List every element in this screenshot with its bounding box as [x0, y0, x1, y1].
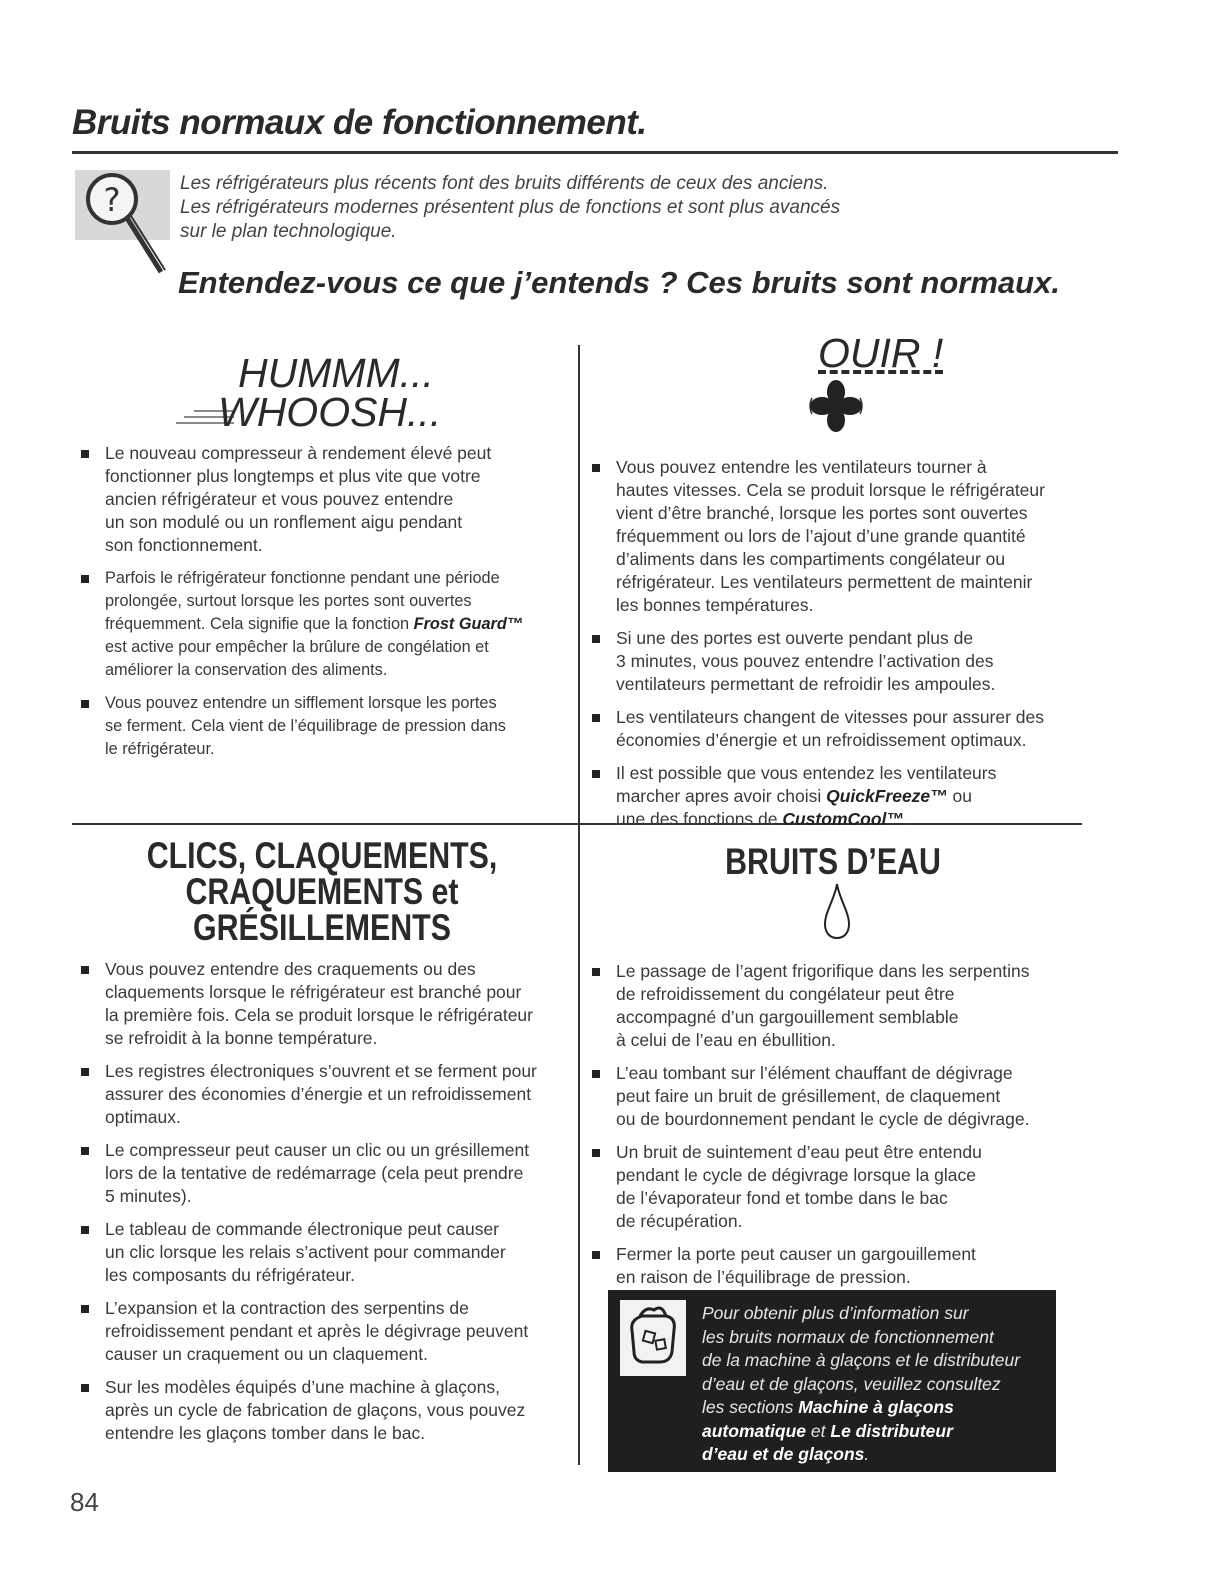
water-drop-icon	[822, 882, 852, 940]
text-line: 5 minutes).	[105, 1186, 192, 1206]
text-line: de récupération.	[616, 1211, 743, 1231]
text-line: refroidissement pendant et après le dégivrage peuvent	[105, 1321, 529, 1341]
distributeur-link-text: Le distributeur	[830, 1420, 953, 1441]
ouir-title: OUIR !	[818, 330, 944, 376]
text-line: 3 minutes, vous pouvez entendre l’activation des	[616, 651, 994, 671]
list-item	[586, 706, 1086, 752]
text-fragment: .	[903, 809, 909, 829]
text-line: se refroidit à la bonne température.	[105, 1028, 378, 1048]
svg-text:?: ?	[103, 181, 121, 219]
text-line: d’eau et de glaçons, veuillez consultez	[702, 1373, 1001, 1394]
text-line: après un cycle de fabrication de glaçons, vous pouvez	[105, 1400, 526, 1420]
text-line: Pour obtenir plus d’information sur	[702, 1303, 969, 1323]
title-line: GRÉSILLEMENTS	[193, 907, 451, 948]
column-divider	[578, 345, 580, 1465]
customcool-brand: CustomCool™	[782, 809, 904, 829]
text-line: vient d’être branché, lorsque les portes sont ouvertes	[616, 503, 1028, 523]
ice-bag-icon	[616, 1296, 690, 1380]
text-line: son fonctionnement.	[105, 535, 263, 555]
text-line: fonctionner plus longtemps et plus vite que votre	[105, 466, 481, 486]
hummm-title: HUMMM...	[238, 350, 434, 396]
text-line: accompagné d’un gargouillement semblable	[616, 1007, 959, 1027]
text-line: réfrigérateur. Les ventilateurs permettent de maintenir	[616, 572, 1033, 592]
text-line: améliorer la conservation des aliments.	[105, 661, 388, 679]
list-item	[75, 1376, 575, 1445]
text-fragment: les sections	[702, 1397, 799, 1417]
automatique-text: automatique	[702, 1420, 807, 1441]
text-line	[616, 785, 1086, 808]
subheading: Entendez-vous ce que j’entends ? Ces bruits sont normaux.	[178, 265, 1060, 300]
text-line: Le tableau de commande électronique peut causer	[105, 1219, 500, 1239]
text-line: causer un craquement ou un claquement.	[105, 1344, 428, 1364]
text-line: de la machine à glaçons et le distributeur	[702, 1350, 1021, 1370]
text-line: ventilateurs permettant de refroidir les ampoules.	[616, 674, 996, 694]
list-item	[586, 960, 1086, 1052]
title-line: CLICS, CLAQUEMENTS,	[146, 835, 498, 876]
intro-line: sur le plan technologique.	[180, 221, 397, 242]
text-line: assurer des économies d’énergie et un refroidissement	[105, 1084, 532, 1104]
text-fragment: et	[806, 1420, 831, 1441]
text-line: Sur les modèles équipés d’une machine à glaçons,	[105, 1377, 500, 1397]
list-item	[75, 958, 575, 1050]
frost-guard-brand: Frost Guard™	[413, 615, 524, 633]
text-line	[702, 1420, 1052, 1444]
text-fragment: ou	[947, 786, 972, 806]
text-line: un clic lorsque les relais s’activent pour commander	[105, 1242, 506, 1262]
text-line: Un bruit de suintement d’eau peut être entendu	[616, 1142, 982, 1162]
text-line: économies d’énergie et un refroidissement optimaux.	[616, 730, 1027, 750]
page-title: Bruits normaux de fonctionnement.	[72, 103, 647, 142]
text-fragment: fréquemment. Cela signifie que la fonction	[105, 615, 414, 633]
page-number: 84	[70, 1487, 99, 1517]
text-line: Fermer la porte peut causer un gargouillement	[616, 1244, 976, 1264]
text-fragment: marcher apres avoir choisi	[616, 786, 827, 806]
text-line: Vous pouvez entendre les ventilateurs tourner à	[616, 457, 987, 477]
text-line: Il est possible que vous entendez les ventilateurs	[616, 763, 997, 783]
text-line: d’aliments dans les compartiments congélateur ou	[616, 549, 1006, 569]
text-line: optimaux.	[105, 1107, 181, 1127]
bruits-eau-title: BRUITS D’EAU	[725, 841, 941, 882]
text-line: fréquemment ou lors de l’ajout d’une grande quantité	[616, 526, 1026, 546]
list-item	[586, 1141, 1086, 1233]
text-line: les bruits normaux de fonctionnement	[702, 1326, 994, 1347]
text-line: les composants du réfrigérateur.	[105, 1265, 355, 1285]
text-fragment: une des fonctions de	[616, 809, 783, 829]
fan-icon	[806, 376, 866, 436]
text-line: se ferment. Cela vient de l’équilibrage de pression dans	[105, 717, 506, 735]
machine-glacons-link-text: Machine à glaçons	[798, 1397, 954, 1417]
list-item	[75, 1297, 575, 1366]
list-item	[586, 1243, 1086, 1289]
ouir-list	[586, 456, 1086, 841]
intro-text	[180, 172, 940, 244]
question-magnifier-icon	[75, 168, 170, 280]
text-line: de l’évaporateur fond et tombe dans le bac	[616, 1188, 948, 1208]
title-line: CRAQUEMENTS et	[185, 871, 459, 912]
list-item	[586, 1062, 1086, 1131]
text-line	[616, 808, 1086, 831]
text-line: Le compresseur peut causer un clic ou un grésillement	[105, 1140, 530, 1160]
text-line: Vous pouvez entendre un sifflement lorsque les portes	[105, 694, 497, 712]
text-line	[105, 613, 570, 636]
text-line: Si une des portes est ouverte pendant plus de	[616, 628, 974, 648]
whoosh-title: WHOOSH...	[218, 389, 442, 435]
text-line: lors de la tentative de redémarrage (cela peut prendre	[105, 1163, 524, 1183]
eau-glacons-text: d’eau et de glaçons	[702, 1444, 865, 1464]
intro-line: Les réfrigérateurs plus récents font des bruits différents de ceux des anciens.	[180, 173, 829, 194]
text-line: claquements lorsque le réfrigérateur est branché pour	[105, 982, 522, 1002]
text-line: est active pour empêcher la brûlure de congélation et	[105, 638, 489, 656]
text-line: Le passage de l’agent frigorifique dans les serpentins	[616, 961, 1030, 981]
text-line: de refroidissement du congélateur peut être	[616, 984, 955, 1004]
list-item	[75, 567, 570, 682]
text-line: les bonnes températures.	[616, 595, 814, 615]
text-line: Le nouveau compresseur à rendement élevé peut	[105, 443, 492, 463]
text-line: L’expansion et la contraction des serpentins de	[105, 1298, 469, 1318]
info-text	[702, 1302, 1052, 1467]
text-line: pendant le cycle de dégivrage lorsque la glace	[616, 1165, 976, 1185]
hummm-list	[75, 442, 570, 771]
text-line: L’eau tombant sur l’élément chauffant de dégivrage	[616, 1063, 1013, 1083]
text-line: en raison de l’équilibrage de pression.	[616, 1267, 911, 1287]
text-line	[702, 1396, 1052, 1420]
text-line	[702, 1443, 1052, 1467]
list-item	[75, 692, 570, 761]
text-line: la première fois. Cela se produit lorsque le réfrigérateur	[105, 1005, 533, 1025]
text-fragment: .	[864, 1444, 870, 1464]
list-item	[586, 456, 1086, 617]
list-item	[75, 1139, 575, 1208]
list-item	[586, 627, 1086, 696]
text-line: hautes vitesses. Cela se produit lorsque le réfrigérateur	[616, 480, 1045, 500]
clics-list	[75, 958, 575, 1455]
clics-title	[117, 835, 527, 948]
list-item	[75, 1060, 575, 1129]
text-line: un son modulé ou un ronflement aigu pendant	[105, 512, 463, 532]
quickfreeze-brand: QuickFreeze™	[826, 786, 948, 806]
list-item	[586, 762, 1086, 831]
text-line: Les ventilateurs changent de vitesses pour assurer des	[616, 707, 1045, 727]
list-item	[75, 1218, 575, 1287]
text-line: prolongée, surtout lorsque les portes sont ouvertes	[105, 592, 472, 610]
text-line: entendre les glaçons tomber dans le bac.	[105, 1423, 426, 1443]
eau-list	[586, 960, 1086, 1299]
text-line: Parfois le réfrigérateur fonctionne pendant une période	[105, 569, 500, 587]
text-line: Les registres électroniques s’ouvrent et se ferment pour	[105, 1061, 537, 1081]
text-line: Vous pouvez entendre des craquements ou des	[105, 959, 476, 979]
list-item	[75, 442, 570, 557]
text-line: peut faire un bruit de grésillement, de claquement	[616, 1086, 1001, 1106]
text-line: le réfrigérateur.	[105, 740, 215, 758]
title-rule	[72, 151, 1118, 154]
text-line: ancien réfrigérateur et vous pouvez entendre	[105, 489, 454, 509]
text-line: à celui de l’eau en ébullition.	[616, 1030, 836, 1050]
text-line: ou de bourdonnement pendant le cycle de dégivrage.	[616, 1109, 1030, 1129]
intro-line: Les réfrigérateurs modernes présentent plus de fonctions et sont plus avancés	[180, 197, 841, 218]
